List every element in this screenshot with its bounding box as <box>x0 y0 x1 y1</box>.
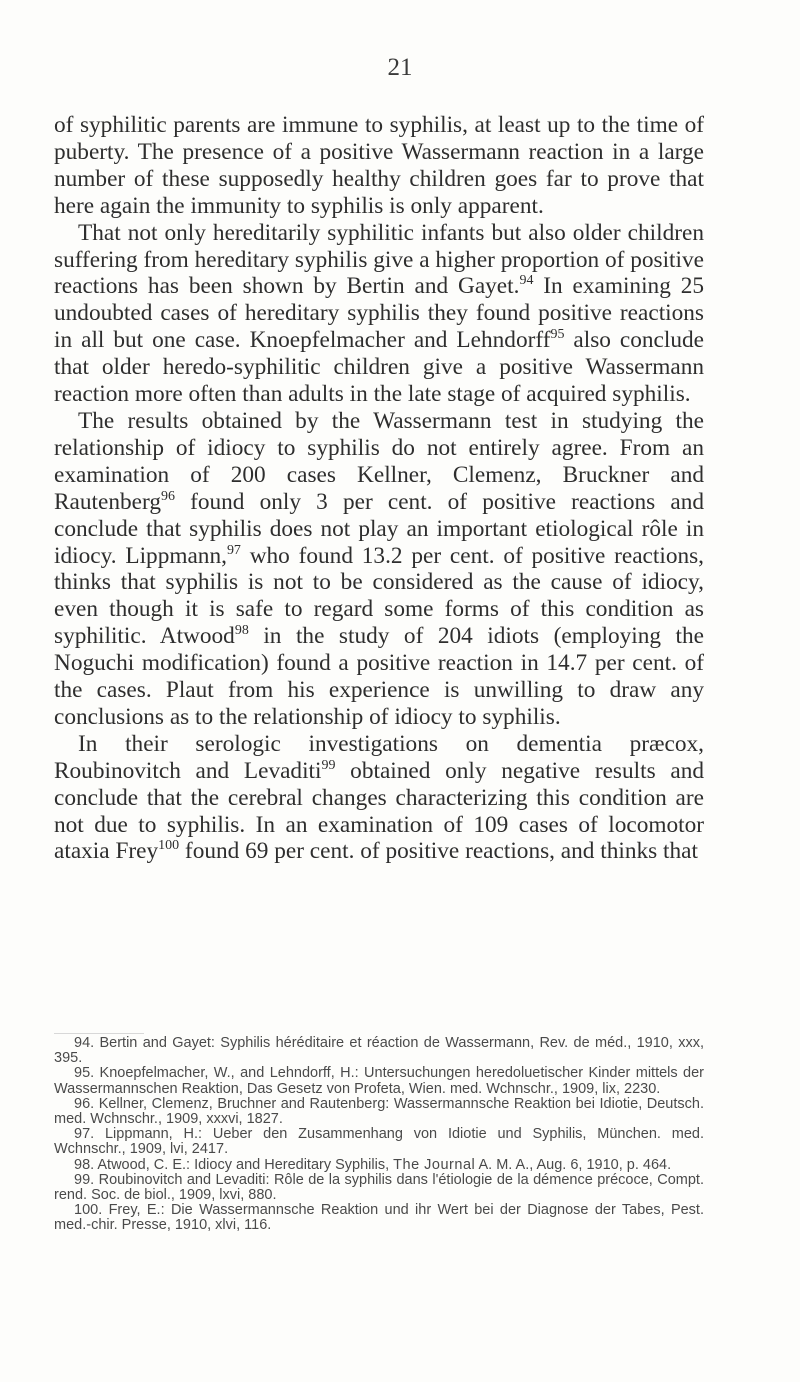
footnote-ref-95: 95 <box>550 327 565 343</box>
footnote-divider <box>54 1033 144 1034</box>
journal-name: The Journal <box>393 1156 476 1173</box>
paragraph-1: of syphilitic parents are immune to syphilis, at least up to the time of puberty. The presence of a positive Wassermann reaction in a large number of these supposedly healthy children goes far to prove that here again the immunity to syphilis is only apparent. <box>54 112 704 219</box>
footnote-95: 95. Knoepfelmacher, W., and Lehndorff, H.: Untersuchungen heredoluetischer Kinder mittels der Wassermannschen Reaktion, Das Gesetz von Profeta, Wien. med. Wchnschr., 1909, lix, 2230. <box>54 1065 704 1097</box>
main-text <box>54 112 704 865</box>
footnote-ref-97: 97 <box>226 542 241 558</box>
footnote-96: 96. Kellner, Clemenz, Bruchner and Rautenberg: Wassermannsche Reaktion bei Idiotie, Deutsch. med. Wchnschr., 1909, xxxvi, 1827. <box>54 1095 704 1128</box>
paragraph-4: In their serologic investigations on dementia præcox, Roubinovitch and Levaditi$^{99}$ obtained only negative results and conclude that the cerebral changes characterizing this condition are not due to syphilis. In an examination of 109 cases of locomotor ataxia Frey$^{100}$ found 69 per cent. of positive reactions, and thinks that <box>54 730 705 865</box>
footnotes <box>54 1036 704 1234</box>
paragraph-3: The results obtained by the Wassermann test in studying the relationship of idiocy to syphilis do not entirely agree. From an examination of 200 cases Kellner, Clemenz, Bruckner and Rautenberg$^{96}$ found only 3 per cent. of positive reactions and conclude that syphilis does not play an important etiological rôle in idiocy. Lippmann,$^{97}$ who found 13.2 per cent. of positive reactions, thinks that syphilis is not to be considered as the cause of idiocy, even though it is safe to regard some forms of this condition as syphilitic. Atwood$^{98}$ in the study of 204 idiots (employing the Noguchi modification) found a positive reaction in 14.7 per cent. of the cases. Plaut from his experience is unwilling to draw any conclusions as to the relationship of idiocy to syphilis. <box>54 407 705 730</box>
footnote-ref-99: 99 <box>321 757 336 773</box>
page-number: 21 <box>387 54 413 81</box>
footnote-94: 94. Bertin and Gayet: Syphilis héréditaire et réaction de Wassermann, Rev. de méd., 1910, xxx, 395. <box>54 1035 704 1067</box>
footnote-ref-96: 96 <box>160 488 175 504</box>
footnote-ref-98: 98 <box>234 623 249 639</box>
footnote-99: 99. Roubinovitch and Levaditi: Rôle de la syphilis dans l'étiologie de la démence précoce, Compt. rend. Soc. de biol., 1909, lxvi, 880. <box>54 1171 704 1204</box>
footnote-97: 97. Lippmann, H.: Ueber den Zusammenhang von Idiotie und Syphilis, München. med. Wchnschr., 1909, lvi, 2417. <box>54 1126 704 1158</box>
footnote-ref-100: 100 <box>158 838 180 854</box>
footnote-ref-94: 94 <box>519 273 534 289</box>
footnote-98: 98. Atwood, C. E.: Idiocy and Hereditary Syphilis, The Journal A. M. A., Aug. 6, 1910, p. 464. <box>74 1156 672 1173</box>
footnote-100: 100. Frey, E.: Die Wassermannsche Reaktion und ihr Wert bei der Diagnose der Tabes, Pest. med.-chir. Presse, 1910, xlvi, 116. <box>54 1202 704 1234</box>
paragraph-2: That not only hereditarily syphilitic infants but also older children suffering from hereditary syphilis give a higher proportion of positive reactions has been shown by Bertin and Gayet.$^{94}$ In examining 25 undoubted cases of hereditary syphilis they found positive reactions in all but one case. Knoepfelmacher and Lehndorff$^{95}$ also conclude that older heredo-syphilitic children give a positive Wassermann reaction more often than adults in the late stage of acquired syphilis. <box>54 219 704 408</box>
